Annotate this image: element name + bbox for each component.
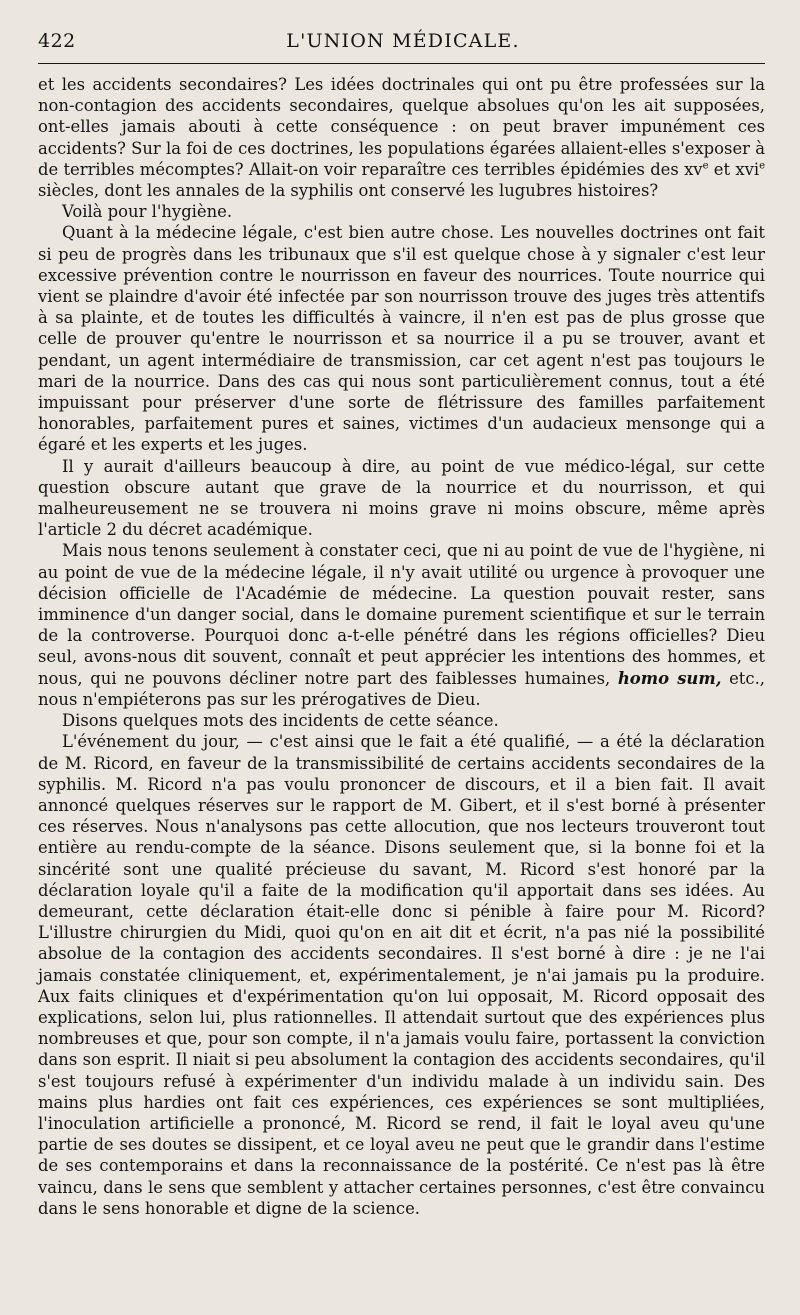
century-superscript-2: e xyxy=(759,160,765,172)
paragraph-1-mid: et xvi xyxy=(708,159,760,179)
paragraph-6: Disons quelques mots des incidents de cette séance. xyxy=(62,711,499,731)
century-superscript-1: e xyxy=(702,160,709,172)
body-text xyxy=(38,74,765,1219)
paragraph-2: Voilà pour l'hygiène. xyxy=(62,202,233,222)
latin-phrase: homo sum, xyxy=(617,668,722,688)
page-number: 422 xyxy=(38,30,76,52)
paragraph-5-text: Mais nous tenons seulement à constater ceci, que ni au point de vue de l'hygiène, ni au point de vue de la médecine légale, il n'y avait utilité ou urgence à provoquer une décision officielle de l'Académie de médecine. La question pouvait rester, sans imminence d'un danger social, dans le domaine purement scientifique et sur le terrain de la controverse. Pourquoi donc a-t-elle pénétré dans les régions officielles? Dieu seul, avons-nous dit souvent, connaît et peut apprécier les intentions des hommes, et nous, qui ne pouvons décliner notre part des faiblesses humaines, xyxy=(38,541,765,688)
paragraph-7: L'événement du jour, — c'est ainsi que le fait a été qualifié, — a été la déclaration de M. Ricord, en faveur de la transmissibilité de certains accidents secondaires de la syphilis. M. Ricord n'a pas voulu prononcer de discours, et il a bien fait. Il avait annoncé quelques réserves sur le rapport de M. Gibert, et il s'est borné à présenter ces réserves. Nous n'analysons pas cette allocution, que nos lecteurs trouveront tout entière au rendu-compte de la séance. Disons seulement que, si la bonne foi et la sincérité sont une qualité précieuse du savant, M. Ricord s'est honoré par la déclaration loyale qu'il a faite de la modification qu'il apportait dans ses idées. Au demeurant, cette déclaration était-elle donc si pénible à faire pour M. Ricord? L'illustre chirurgien du Midi, quoi qu'on en ait dit et écrit, n'a pas nié la possibilité absolue de la contagion des accidents secondaires. Il s'est borné à dire : je ne l'ai jamais constatée cliniquement, et, expérimentalement, je n'ai jamais pu la produire. Aux faits cliniques et d'expérimentation qu'on lui opposait, M. Ricord opposait des explications, selon lui, plus rationnelles. Il attendait surtout que des expériences plus nombreuses et que, pour son compte, il n'a jamais voulu faire, portassent la conviction dans son esprit. Il niait si peu absolument la contagion des accidents secondaires, qu'il s'est toujours refusé à expérimenter d'un individu malade à un individu sain. Des mains plus hardies ont fait ces expériences, ces expériences se sont multipliées, l'inoculation artificielle a prononcé, M. Ricord se rend, il fait le loyal aveu qu'une partie de ses doutes se dissipent, et ce loyal aveu ne peut que le grandir dans l'estime de ses contemporains et dans la reconnaissance de la postérité. Ce n'est pas là être vaincu, dans le sens que semblent y attacher certaines personnes, c'est être convaincu dans le sens honorable et digne de la science. xyxy=(38,732,765,1218)
page-header xyxy=(38,28,768,60)
paragraph-5-tail: etc., nous n'empiéterons pas sur les prérogatives de Dieu. xyxy=(38,668,765,709)
paragraph-1-text: et les accidents secondaires? Les idées doctrinales qui ont pu être professées sur la non-contagion des accidents secondaires, quelque absolues qu'on les ait supposées, ont-elles jamais abouti à cette conséquence : on peut braver impunément ces accidents? Sur la foi de ces doctrines, les populations égarées allaient-elles s'exposer à de terribles mécomptes? Allait-on voir reparaître ces terribles épidémies des xv xyxy=(38,75,765,179)
header-rule xyxy=(38,63,765,64)
paragraph-3: Quant à la médecine légale, c'est bien autre chose. Les nouvelles doctrines ont fait si peu de progrès dans les tribunaux que s'il est quelque chose à y signaler c'est leur excessive prévention contre le nourrisson en faveur des nourrices. Toute nourrice qui vient se plaindre d'avoir été infectée par son nourrisson trouve des juges très attentifs à sa plainte, et de toutes les difficultés à vaincre, il n'en est pas de plus grosse que celle de prouver qu'entre le nourrisson et sa nourrice il a pu se trouver, avant et pendant, un agent intermédiaire de transmission, car cet agent n'est pas toujours le mari de la nourrice. Dans des cas qui nous sont particulièrement connus, tout a été impuissant pour préserver d'une sorte de flétrissure des familles parfaitement honorables, parfaitement pures et saines, victimes d'un audacieux mensonge qui a égaré et les experts et les juges. xyxy=(38,223,765,455)
running-title: L'UNION MÉDICALE. xyxy=(286,30,520,52)
paragraph-1-tail: siècles, dont les annales de la syphilis ont conservé les lugubres histoires? xyxy=(38,181,659,201)
paragraph-5 xyxy=(38,540,765,710)
paragraph-4: Il y aurait d'ailleurs beaucoup à dire, au point de vue médico-légal, sur cette question obscure autant que grave de la nourrice et du nourrisson, et qui malheureusement ne se trouvera ni moins grave ni moins obscure, même après l'article 2 du décret académique. xyxy=(38,456,765,540)
paragraph-1 xyxy=(38,74,765,201)
